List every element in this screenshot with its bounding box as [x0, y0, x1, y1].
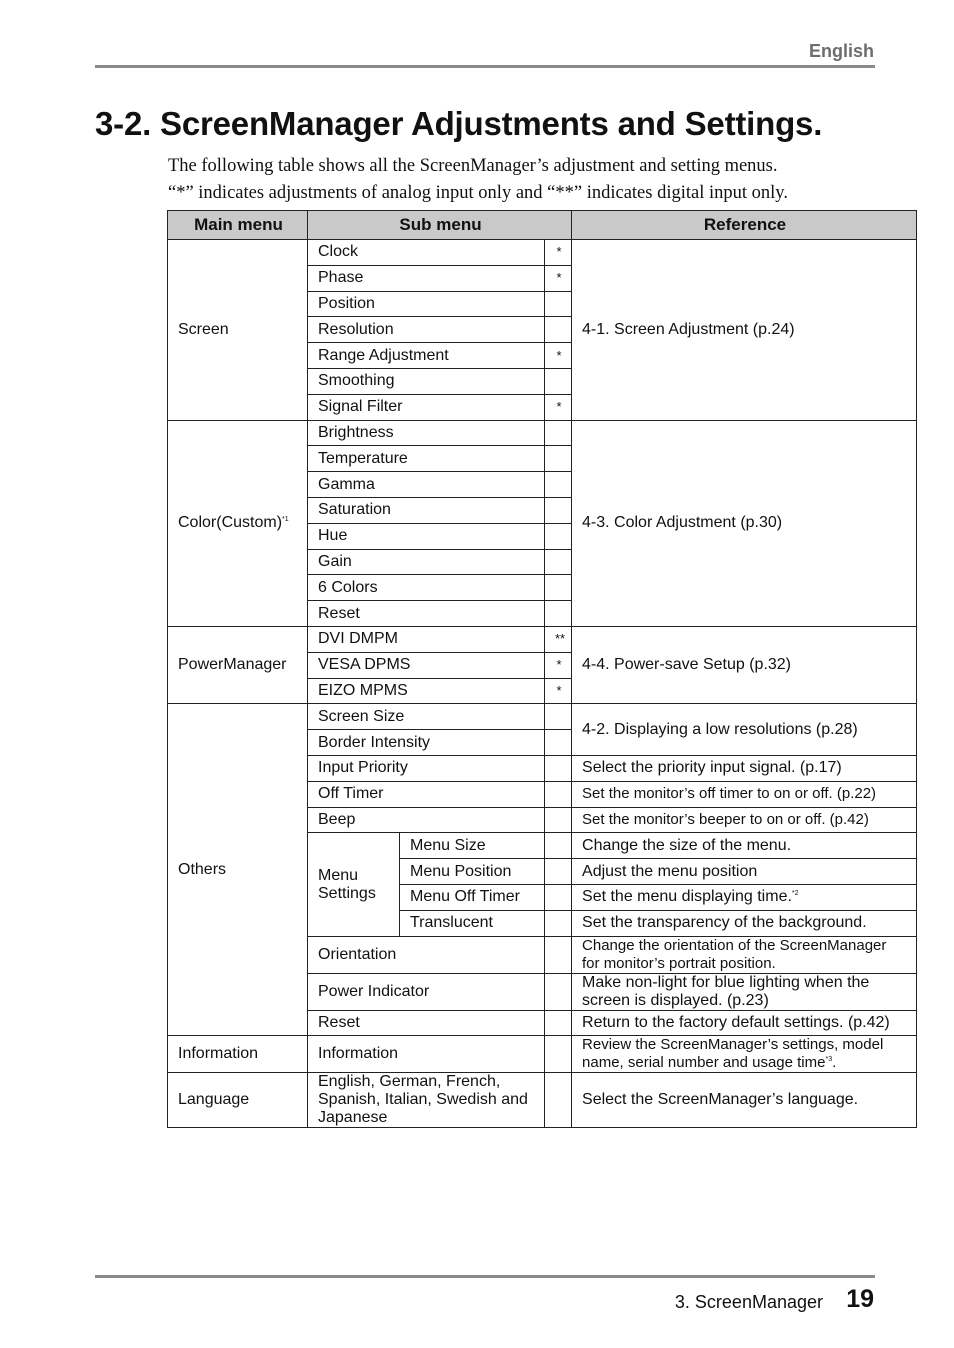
- sub-item: Clock: [308, 240, 545, 266]
- intro-line-1: The following table shows all the ScreenManager’s adjustment and setting menus.: [168, 156, 778, 176]
- input-mark: **: [545, 626, 572, 652]
- sub-item-line: English, German, French,: [318, 1073, 501, 1091]
- input-mark: [545, 601, 572, 627]
- header-sub-menu: Sub menu: [308, 211, 572, 240]
- reference-cell: [572, 936, 917, 973]
- sub-item: Hue: [308, 523, 545, 549]
- page-number: 19: [846, 1285, 874, 1313]
- main-menu-color-label: Color(Custom): [178, 514, 283, 532]
- reference-cell: Select the priority input signal. (p.17): [572, 755, 917, 781]
- reference-cell: Set the transparency of the background.: [572, 910, 917, 936]
- input-mark: [545, 472, 572, 498]
- sub-item: Reset: [308, 601, 545, 627]
- reference-text: name, serial number and usage time: [582, 1054, 826, 1072]
- input-mark: *: [545, 343, 572, 369]
- main-menu-others: Others: [168, 704, 308, 1036]
- menu-settings-line-2: Settings: [318, 885, 376, 903]
- input-mark: *: [545, 265, 572, 291]
- input-mark: [545, 291, 572, 317]
- header-rule: [95, 65, 875, 68]
- sub-item: Orientation: [308, 936, 545, 973]
- reference-cell: Adjust the menu position: [572, 859, 917, 885]
- table-row: [168, 1073, 917, 1128]
- reference-power: 4-4. Power-save Setup (p.32): [572, 626, 917, 703]
- sub-item: Screen Size: [308, 704, 545, 730]
- input-mark: *: [545, 652, 572, 678]
- reference-cell: Return to the factory default settings. (p.42): [572, 1010, 917, 1036]
- footer-section: 3. ScreenManager: [674, 1292, 823, 1312]
- table-row: [168, 240, 917, 266]
- menu-table: [167, 210, 917, 1128]
- main-menu-language: Language: [168, 1073, 308, 1128]
- reference-text: Set the menu displaying time.: [582, 888, 792, 906]
- sub-item: Information: [308, 1036, 545, 1073]
- input-mark: [545, 973, 572, 1010]
- reference-line: screen is displayed. (p.23): [582, 991, 769, 1009]
- input-mark: [545, 1073, 572, 1128]
- input-mark: [545, 420, 572, 446]
- reference-cell: Change the size of the menu.: [572, 833, 917, 859]
- sub-item-line: Spanish, Italian, Swedish and: [318, 1091, 528, 1109]
- reference-cell: [572, 884, 917, 910]
- sub-item: Temperature: [308, 446, 545, 472]
- input-mark: [545, 368, 572, 394]
- reference-line: [582, 1054, 908, 1072]
- sub-item: Reset: [308, 1010, 545, 1036]
- reference-line: Review the ScreenManager’s settings, model: [582, 1036, 884, 1054]
- sub-item: Beep: [308, 807, 545, 833]
- reference-screen: 4-1. Screen Adjustment (p.24): [572, 240, 917, 421]
- input-mark: [545, 575, 572, 601]
- input-mark: [545, 833, 572, 859]
- reference-line: for monitor’s portrait position.: [582, 954, 776, 972]
- reference-cell: Set the monitor’s off timer to on or off. (p.22): [572, 781, 917, 807]
- input-mark: [545, 704, 572, 730]
- menu-settings-label: [308, 833, 400, 936]
- input-mark: [545, 755, 572, 781]
- header-main-menu: Main menu: [168, 211, 308, 240]
- sub-item: Smoothing: [308, 368, 545, 394]
- sub-item: DVI DMPM: [308, 626, 545, 652]
- input-mark: [545, 910, 572, 936]
- sub-item: Input Priority: [308, 755, 545, 781]
- sub-item: Power Indicator: [308, 973, 545, 1010]
- input-mark: [545, 497, 572, 523]
- footnote-marker: *2: [791, 890, 799, 898]
- sub-item: Saturation: [308, 497, 545, 523]
- intro-line-2: “*” indicates adjustments of analog input only and “**” indicates digital input only.: [168, 183, 788, 203]
- table-row: [168, 626, 917, 652]
- main-menu-information: Information: [168, 1036, 308, 1073]
- table-row: [168, 1036, 917, 1073]
- input-mark: [545, 523, 572, 549]
- reference-cell: [572, 1036, 917, 1073]
- table-header-row: [168, 211, 917, 240]
- input-mark: [545, 859, 572, 885]
- reference-display: 4-2. Displaying a low resolutions (p.28): [572, 704, 917, 756]
- sub-item: Translucent: [400, 910, 545, 936]
- main-menu-screen: Screen: [168, 240, 308, 421]
- sub-item: Gamma: [308, 472, 545, 498]
- header-reference: Reference: [572, 211, 917, 240]
- sub-item: Menu Off Timer: [400, 884, 545, 910]
- input-mark: [545, 446, 572, 472]
- input-mark: *: [545, 394, 572, 420]
- footer-rule: [95, 1275, 875, 1278]
- input-mark: [545, 1010, 572, 1036]
- sub-item: EIZO MPMS: [308, 678, 545, 704]
- input-mark: *: [545, 678, 572, 704]
- table-row: [168, 420, 917, 446]
- reference-cell: Set the monitor’s beeper to on or off. (p.42): [572, 807, 917, 833]
- sub-item: Menu Size: [400, 833, 545, 859]
- sub-item-line: Japanese: [318, 1109, 388, 1127]
- reference-text-end: .: [832, 1054, 837, 1072]
- input-mark: [545, 781, 572, 807]
- input-mark: [545, 317, 572, 343]
- input-mark: [545, 1036, 572, 1073]
- input-mark: [545, 807, 572, 833]
- sub-item: [308, 1073, 545, 1128]
- intro-text: [168, 153, 928, 207]
- table-row: [168, 704, 917, 730]
- sub-item: Phase: [308, 265, 545, 291]
- input-mark: [545, 936, 572, 973]
- reference-cell: Select the ScreenManager’s language.: [572, 1073, 917, 1128]
- sub-item: Menu Position: [400, 859, 545, 885]
- input-mark: [545, 549, 572, 575]
- footnote-marker: *3: [825, 1056, 833, 1064]
- footnote-marker: *1: [282, 516, 289, 524]
- reference-color: 4-3. Color Adjustment (p.30): [572, 420, 917, 626]
- sub-item: Border Intensity: [308, 730, 545, 756]
- sub-item: Position: [308, 291, 545, 317]
- main-menu-power: PowerManager: [168, 626, 308, 703]
- reference-line: Make non-light for blue lighting when the: [582, 973, 870, 991]
- input-mark: *: [545, 240, 572, 266]
- sub-item: 6 Colors: [308, 575, 545, 601]
- sub-item: Signal Filter: [308, 394, 545, 420]
- input-mark: [545, 730, 572, 756]
- sub-item: VESA DPMS: [308, 652, 545, 678]
- reference-cell: [572, 973, 917, 1010]
- language-label: English: [808, 41, 874, 61]
- sub-item: Range Adjustment: [308, 343, 545, 369]
- sub-item: Resolution: [308, 317, 545, 343]
- page-title: 3-2. ScreenManager Adjustments and Settings.: [95, 105, 823, 142]
- menu-settings-line-1: Menu: [318, 867, 359, 885]
- sub-item: Gain: [308, 549, 545, 575]
- sub-item: Brightness: [308, 420, 545, 446]
- main-menu-color: [168, 420, 308, 626]
- input-mark: [545, 884, 572, 910]
- sub-item: Off Timer: [308, 781, 545, 807]
- reference-line: Change the orientation of the ScreenManager: [582, 936, 887, 954]
